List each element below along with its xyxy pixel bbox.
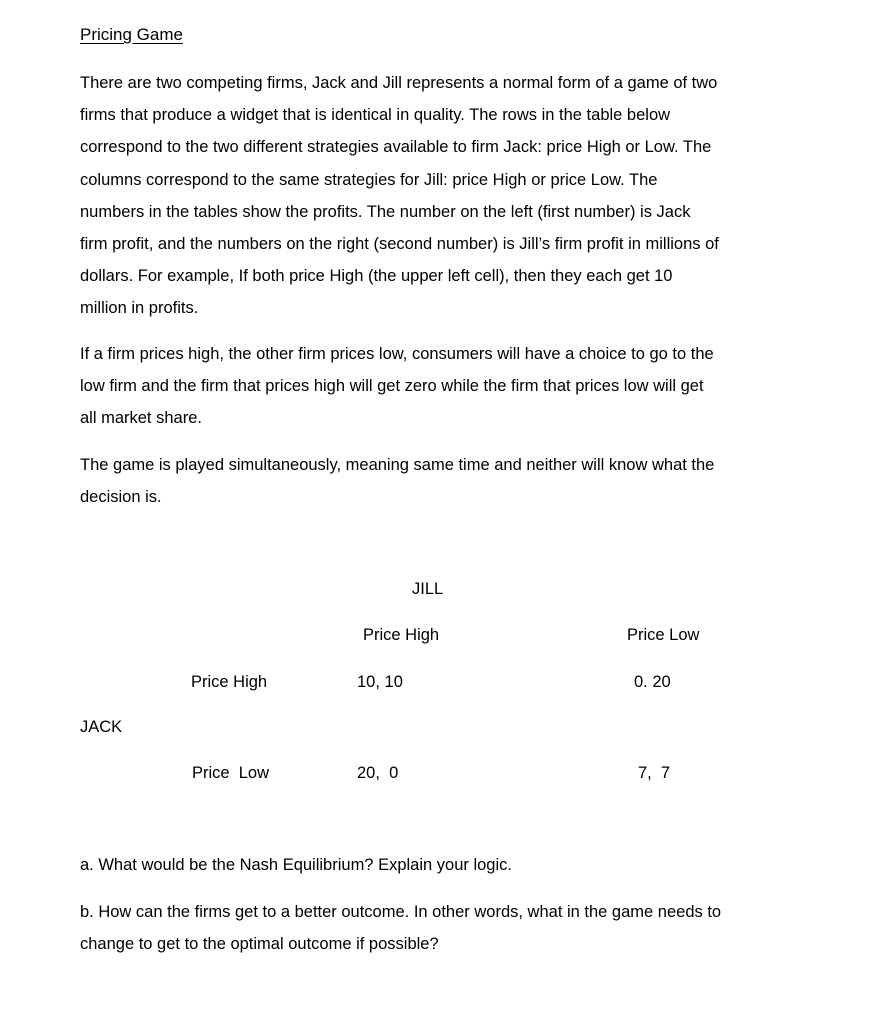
paragraph-line: firm profit, and the numbers on the right (second number) is Jill’s firm profit in millions of <box>80 235 719 254</box>
market-share-paragraph <box>80 338 805 435</box>
payoff-cell-low-high: 20, 0 <box>357 764 399 782</box>
paragraph-line: decision is. <box>80 488 162 507</box>
document-title: Pricing Game <box>80 25 183 44</box>
question-line: a. What would be the Nash Equilibrium? Explain your logic. <box>80 856 512 874</box>
payoff-cell-high-low: 0. 20 <box>634 673 671 691</box>
column-player-label: JILL <box>412 580 444 598</box>
paragraph-line: million in profits. <box>80 299 199 318</box>
paragraph-line: numbers in the tables show the profits. The number on the left (first number) is Jack <box>80 202 691 221</box>
question-a <box>80 849 512 881</box>
paragraph-line: firms that produce a widget that is identical in quality. The rows in the table below <box>80 106 671 125</box>
paragraph-line: There are two competing firms, Jack and Jill represents a normal form of a game of two <box>80 74 718 92</box>
paragraph-line: correspond to the two different strategies available to firm Jack: price High or Low. The <box>80 138 712 157</box>
row-player-label: JACK <box>80 718 123 736</box>
question-line: b. How can the firms get to a better outcome. In other words, what in the game needs to <box>80 903 722 921</box>
row-header-price-low: Price Low <box>192 764 270 782</box>
paragraph-line: low firm and the firm that prices high will get zero while the firm that prices low will get <box>80 377 704 396</box>
paragraph-line: columns correspond to the same strategies for Jill: price High or price Low. The <box>80 170 658 189</box>
payoff-cell-low-low: 7, 7 <box>638 764 671 782</box>
row-header-price-high: Price High <box>191 673 268 691</box>
paragraph-line: dollars. For example, If both price High (the upper left cell), then they each get 10 <box>80 267 673 286</box>
column-header-price-high: Price High <box>363 626 440 644</box>
question-b <box>80 896 721 960</box>
paragraph-line: The game is played simultaneously, meaning same time and neither will know what the <box>80 456 715 474</box>
intro-paragraph <box>80 67 805 325</box>
column-header-price-low: Price Low <box>627 626 700 644</box>
simultaneous-paragraph <box>80 449 805 513</box>
payoff-cell-high-high: 10, 10 <box>357 673 403 691</box>
question-line: change to get to the optimal outcome if possible? <box>80 935 439 954</box>
paragraph-line: all market share. <box>80 409 202 428</box>
paragraph-line: If a firm prices high, the other firm prices low, consumers will have a choice to go to the <box>80 345 714 363</box>
